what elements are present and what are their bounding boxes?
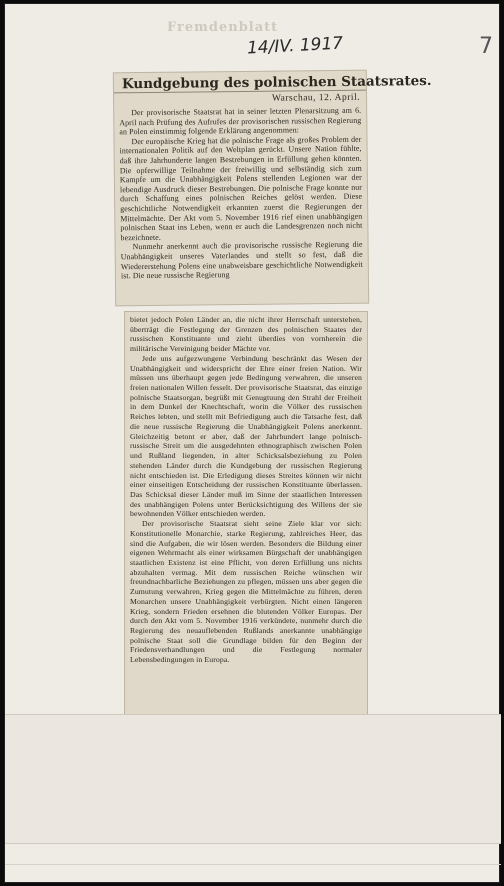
- clipping-paragraph: Jede uns aufgezwungene Verbindung beschränkt das Wesen der Unabhängigkeit und widerspricht der Ehre einer freien Nation. Wir müssen uns überhaupt gegen jede Bedingung verwahren, die unseren freien nationalen Willen fesselt. Der provisorische Staatsrat, das einzige polnische Staatsorgan, begrüßt mit Genugtuung den Strahl der Freiheit in dem Dunkel der Knechtschaft, worin die Völker des russischen Reiches lebten, und stellt mit Befriedigung auch die Tatsache fest, daß die neue russische Regierung die Unabhängigkeit Polens anerkennt. Gleichzeitig betont er aber, daß der Jahrhundert lange polnisch-russische Streit um die ausgedehnten ethnographisch zwischen Polen und Rußland liegenden, in alter Schicksalsbeziehung zu Polen stehenden Länder durch die Kundgebung der russischen Regierung nicht entschieden ist. Die Erledigung dieses Streites können wir nicht einer einseitigen Entscheidung der russischen Konstituante überlassen. Das Schicksal dieser Länder muß im Sinne der staatlichen Interessen des unabhängigen Polens unter Berücksichtigung des Willens der sie bewohnenden Völker entschieden werden.: [130, 353, 362, 519]
- clipping-paragraph: Der provisorische Staatsrat hat in seiner letzten Plenarsitzung am 6. April nach Prüfung des Aufrufes der provisorischen russischen Regierung an Polen einstimmig folgende Erklärung angenommen:: [119, 105, 362, 137]
- archive-sheet: [4, 3, 500, 883]
- clipping-paragraph: Der provisorische Staatsrat sieht seine Ziele klar vor sich: Konstitutionelle Monarchie, starke Regierung, zahlreiches Heer, das sind die Aufgaben, die wir lösen werden. Besonders die Bildung einer eigenen Wehrmacht als einer wirksamen Bürgschaft der unabhängigen staatlichen Existenz ist eine Pflicht, von deren Erfüllung uns nichts abzuhalten vermag. Mit dem russischen Reiche wünschen wir freundnachbarliche Beziehungen zu pflegen, müssen uns aber gegen die Zumutung verwahren, Krieg gegen die Mittelmächte zu führen, deren Monarchen unsere Unabhängigkeit verbürgten. Nicht einen längeren Krieg, sondern Frieden ersehnen die blutenden Völker Europas. Der durch den Akt vom 5. November 1916 verkündete, nunmehr durch die Regierung des neuauflebenden Rußlands anerkannte unabhängige polnische Staat soll die Grundlage bilden für den Beginn der Friedensverhandlungen und die Festlegung normaler Lebensbedingungen in Europa.: [130, 519, 362, 665]
- clipping-paragraph: Nunmehr anerkennt auch die provisorische russische Regierung die Unabhängigkeit unseres Vaterlandes und stellt so fest, daß die Wiedererstehung Polens eine unabweisbare geschichtliche Notwendigkeit ist. Die neue russische Regierung: [120, 240, 363, 281]
- archive-stamp: Fremdenblatt: [167, 20, 279, 35]
- page-number: 7: [479, 34, 493, 59]
- clipping-paragraph: bietet jedoch Polen Länder an, die nicht ihrer Herrschaft unterstehen, überträgt die Festlegung der Grenzen des polnischen Staates der russischen Konstituante und zieht überdies von vornherein die militärische Vereinigung beider Mächte vor.: [130, 315, 362, 354]
- clipping-dateline: Warschau, 12. April.: [271, 92, 361, 104]
- clipping-body: [125, 312, 367, 668]
- newspaper-clipping-bottom: [125, 312, 367, 724]
- handwritten-date: 14/IV. 1917: [246, 33, 344, 59]
- clipping-paragraph: Der europäische Krieg hat die polnische Frage als großes Problem der internationalen Politik auf den Weltplan gerückt. Unsere Nation fühlte, daß ihre Jahrhunderte langen Bestrebungen in Erfüllung gehen könnten. Die opferwillige Teilnahme der freiwillig und selbständig sich zum Kampfe um die Unabhängigkeit Polens stellenden Legionen war der lebendige Ausdruck dieser Bestrebungen. Die polnische Frage konnte nur durch Schaffung eines polnischen Reiches gelöst werden. Diese geschichtliche Notwendigkeit erkannten zuerst die Regierungen der Mittelmächte. Der Akt vom 5. November 1916 rief einen unabhängigen polnischen Staat ins Leben, wenn er auch die Landesgrenzen noch nicht bezeichnete.: [119, 134, 363, 242]
- clipping-headline: Kundgebung des polnischen Staatsrates.: [114, 71, 366, 94]
- divider: [5, 864, 501, 865]
- newspaper-clipping-top: [114, 71, 432, 306]
- clipping-body: [114, 105, 368, 282]
- mounting-strip: [5, 714, 501, 844]
